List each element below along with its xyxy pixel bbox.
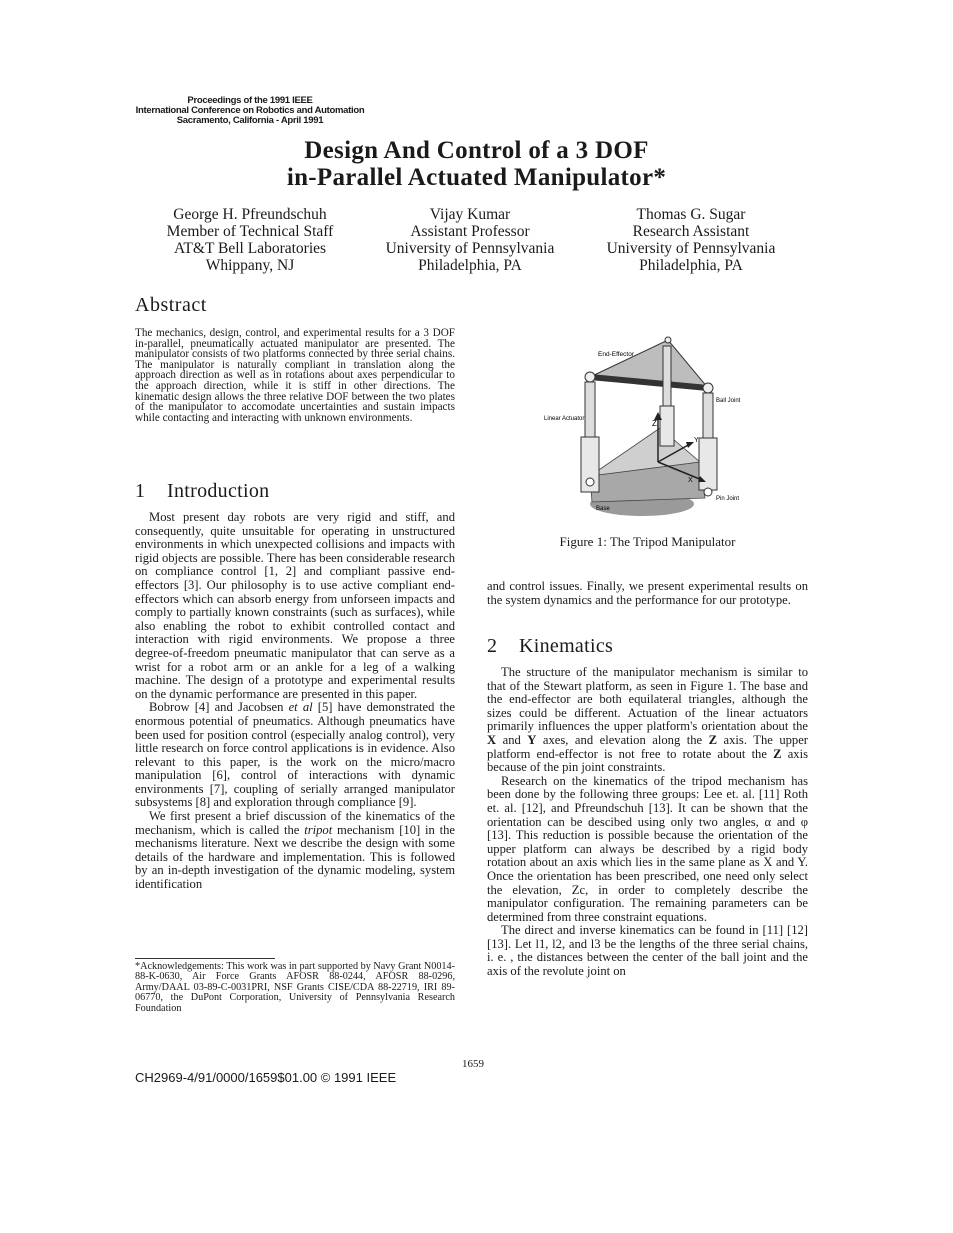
- author-2: [365, 206, 575, 274]
- abstract-text: The mechanics, design, control, and experimental results for a 3 DOF in-parallel, pneumatically actuated manipulator are presented. The manipulator consists of two platforms connected by three serial chains. The manipulator is naturally compliant in translation along the approach direction as well as in rotations about axes perpendicular to the approach direction, while it is stiff in other directions. The kinematic design allows the three relative DOF between the two plates of the manipulator to accomodate uncertainties and sustain impacts while contacting and interacting with unknown environments.: [135, 327, 455, 424]
- author-place: Philadelphia, PA: [639, 257, 743, 274]
- text-run-italic: tripot: [304, 822, 333, 837]
- section-title: Kinematics: [519, 635, 614, 657]
- col2-continuation: and control issues. Finally, we present experimental results on the system dynamics and the performance for our prototype.: [487, 579, 808, 607]
- label-base: Base: [596, 506, 610, 512]
- intro-paragraph-1: Most present day robots are very rigid and stiff, and consequently, quite unsuitable for operating in unstructured environments in which unexpected collisions and impacts with rigid objects are possible. There has been considerable research on compliance control [1, 2] and compliant passive end-effectors [3]. Our philosophy is to use active compliant end-effectors which can absorb energy from unforseen impacts and comply to partially known constraints (such as surfaces), while also enabling the robot to exhibit controlled contact and interaction with rigid environments. We propose a three degree-of-freedom pneumatic manipulator that can serve as a wrist for a robot arm or an ankle for a leg of a walking machine. The design of a prototype and experimental results on the dynamic performance are presented in this paper.: [135, 510, 455, 701]
- actuator-rod-3: [663, 346, 671, 406]
- section-number: 1: [135, 480, 146, 502]
- location-line: Sacramento, California - April 1991: [176, 115, 324, 126]
- introduction-body: [135, 511, 455, 892]
- text-run-bold: X: [487, 732, 497, 747]
- kinematics-paragraph-2: Research on the kinematics of the tripod mechanism has been done by the following three groups: Lee et. al. [11] Roth et. al. [12], and Pfreundschuh [13]. It can be shown that the orientation can be descibed using only two angles, α and φ [13]. This reduction is possible because the orientation of the upper platform can always be described by a rigid body rotation about an axis which lies in the same plane as X and Y. Once the orientation has been prescribed, one need only select the elevation, Zc, in order to completely describe the manipulator configuration. The remaining parameters can be determined from three constraint equations.: [487, 773, 808, 924]
- text-run-bold: Y: [527, 732, 537, 747]
- text-run-bold: Z: [773, 746, 782, 761]
- intro-paragraph-3: [135, 810, 455, 892]
- title-line-1: Design And Control of a 3 DOF: [304, 137, 649, 164]
- text-run: The structure of the manipulator mechanism is similar to that of the Stewart platform, as seen in Figure 1. The base and the end-effector are both equilateral triangles, although the sizes could be different. Actuation of the linear actuators primarily influences the upper platform's orientation about the: [487, 665, 808, 734]
- label-x-axis: X: [688, 477, 693, 484]
- footnote: *Acknowledgements: This work was in part supported by Navy Grant N0014-88-K-0630, Air Force Grants AFOSR 88-0244, AFOSR 88-0296, Army/DAAL 03-89-C-0031PRI, NSF Grants CISE/CDA 88-22719, IRI 89-06770, the DuPont Corporation, University of Pennsylvania Research Foundation: [135, 961, 455, 1014]
- pin-joint-1: [586, 478, 594, 486]
- section-title: Introduction: [167, 480, 270, 502]
- figure-caption: Figure 1: The Tripod Manipulator: [559, 534, 736, 549]
- footnote-rule: [135, 958, 275, 959]
- ball-joint-1: [585, 372, 595, 382]
- text-run-bold: Z: [708, 732, 718, 747]
- label-pin-joint: Pin Joint: [716, 496, 740, 502]
- author-name: Thomas G. Sugar: [636, 206, 746, 223]
- pin-joint-2: [704, 488, 712, 496]
- section-heading-introduction: [135, 480, 269, 503]
- ball-joint-2: [703, 383, 713, 393]
- author-role: Assistant Professor: [410, 223, 530, 240]
- kinematics-paragraph-1: [487, 666, 808, 775]
- author-name: Vijay Kumar: [429, 206, 511, 223]
- actuator-rod-2: [703, 393, 713, 438]
- text-run: axis because of the pin joint constraints.: [487, 746, 808, 775]
- text-run-italic: et al: [288, 700, 313, 715]
- author-org: AT&T Bell Laboratories: [173, 240, 327, 257]
- label-end-effector: End-Effector: [598, 351, 635, 358]
- author-org: University of Pennsylvania: [385, 240, 555, 257]
- section-heading-kinematics: [487, 635, 613, 658]
- author-role: Member of Technical Staff: [166, 223, 334, 240]
- page-number: 1659: [462, 1058, 484, 1070]
- paper-title: [0, 137, 953, 191]
- label-y-axis: Y: [694, 437, 699, 444]
- text-run: and: [496, 732, 528, 747]
- author-3: [586, 206, 796, 274]
- proceedings-line: Proceedings of the 1991 IEEE: [187, 95, 313, 106]
- copyright-code: CH2969-4/91/0000/1659$01.00 © 1991 IEEE: [135, 1070, 397, 1085]
- author-org: University of Pennsylvania: [606, 240, 776, 257]
- ball-joint-3: [665, 337, 671, 343]
- text-run: axes, and elevation along the: [536, 732, 709, 747]
- text-run: mechanism [10] in the mechanisms literature. Next we describe the design with some details of the hardware and implementation. This is followed by an in-depth investigation of the dynamic modeling, system identification: [135, 822, 455, 892]
- intro-paragraph-2: [135, 701, 455, 810]
- actuator-cylinder-3: [660, 406, 674, 446]
- text-run: We first present a brief discussion of the kinematics of the mechanism, which is called the: [135, 809, 455, 837]
- label-ball-joint: Ball Joint: [716, 398, 741, 404]
- label-z-axis: Z: [652, 419, 657, 428]
- author-name: George H. Pfreundschuh: [173, 206, 327, 223]
- author-place: Philadelphia, PA: [418, 257, 522, 274]
- conference-line: International Conference on Robotics and Automation: [135, 105, 365, 116]
- actuator-rod-1: [585, 382, 595, 437]
- tripod-manipulator-figure: [530, 332, 780, 522]
- actuator-cylinder-2: [699, 438, 717, 490]
- section-number: 2: [487, 635, 498, 657]
- author-place: Whippany, NJ: [205, 257, 295, 274]
- title-line-2: in-Parallel Actuated Manipulator*: [286, 164, 667, 191]
- kinematics-paragraph-3: The direct and inverse kinematics can be found in [11] [12] [13]. Let l1, l2, and l3 be the lengths of the three serial chains, i. e. , the distances between the center of the ball joint and the axis of the revolute joint on: [487, 923, 808, 979]
- proceedings-header: [110, 96, 390, 126]
- abstract-heading: Abstract: [135, 294, 207, 316]
- author-1: [140, 206, 360, 274]
- text-run: axis. The upper platform end-effector is not free to rotate about the: [487, 732, 809, 761]
- label-linear-actuator: Linear Actuator: [544, 416, 585, 422]
- y-arrow: [686, 442, 694, 448]
- text-run: Bobrow [4] and Jacobsen: [149, 700, 289, 715]
- kinematics-body: [487, 666, 808, 979]
- author-role: Research Assistant: [632, 223, 750, 240]
- text-run: [5] have demonstrated the enormous potential of pneumatics. Although pneumatics have been used for position control (especially analog control), very little research on force control applications is in evidence. Also relevant to this paper, is the work on the micro/macro manipulation [6], control of interactions with dynamic environments [7], coupling of serially arranged manipulator subsystems [8] and exploration through compliance [9].: [135, 700, 455, 810]
